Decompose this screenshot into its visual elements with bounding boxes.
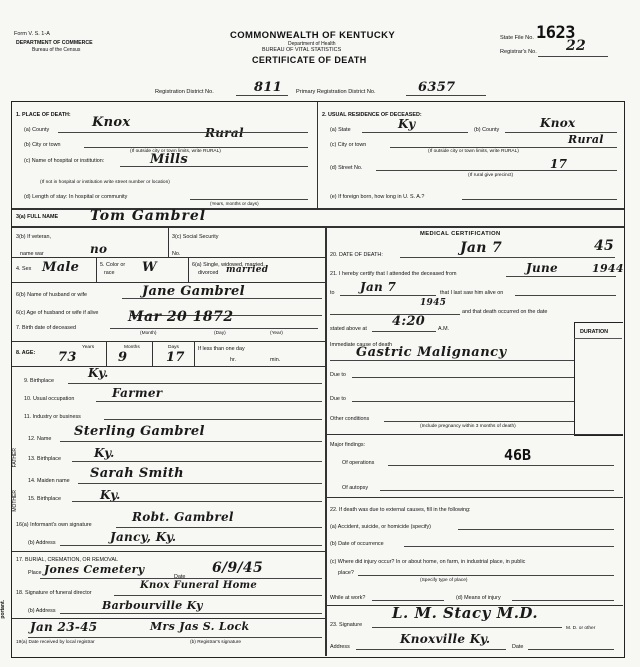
medical-cert-title: MEDICAL CERTIFICATION <box>420 231 501 237</box>
while-work-underline <box>372 600 444 601</box>
marital-label: 6(a) Single, widowed, married, <box>192 262 265 268</box>
mother-vertical-label: MOTHER <box>12 490 18 512</box>
mother-bp-label: 15. Birthplace <box>28 496 61 502</box>
funeral-label: 18. Signature of funeral director <box>16 590 92 596</box>
registrar-underline <box>538 56 608 57</box>
color-label2: race <box>104 270 115 276</box>
commonwealth-title: COMMONWEALTH OF KENTUCKY <box>230 30 396 41</box>
veteran-value: no <box>90 242 108 256</box>
industry-underline <box>104 419 322 420</box>
operations-underline <box>388 465 614 466</box>
age-label: 8. AGE: <box>16 350 36 356</box>
due-to-underline-2 <box>352 401 574 402</box>
reg-district-underline <box>236 95 288 96</box>
funeral-addr-underline <box>60 613 322 614</box>
age-divider-1 <box>106 342 107 366</box>
margin-text: portant. <box>0 600 6 619</box>
where-label2: place? <box>338 570 354 576</box>
where-label: (c) Where did injury occur? In or about home, on farm, in industrial place, in public <box>330 559 526 565</box>
veteran-label: 3(b) If veteran, <box>16 234 52 240</box>
age-divider-2 <box>152 342 153 366</box>
father-name-underline <box>60 441 322 442</box>
res-street-underline <box>376 170 617 171</box>
row-divider-3 <box>12 341 325 342</box>
industry-label: 11. Industry or business <box>24 414 81 420</box>
occupation-label: 10. Usual occupation <box>24 396 75 402</box>
funeral-addr-label: (b) Address <box>28 608 56 614</box>
right-divider-1 <box>326 434 623 435</box>
hospital-value: Mills <box>150 152 189 167</box>
father-bp-label: 13. Birthplace <box>28 456 61 462</box>
sex-label: 4. Sex <box>16 266 32 272</box>
duration-box <box>574 322 623 436</box>
occupation-value: Farmer <box>112 386 163 400</box>
primary-reg-label: Primary Registration District No. <box>296 89 376 95</box>
burial-underline <box>40 578 322 579</box>
date-received-label: 19(a) Date received by local registrar <box>16 640 95 645</box>
spouse-age-label: 6(c) Age of husband or wife if alive <box>16 310 99 316</box>
registrar-value: 22 <box>566 38 587 54</box>
sex-divider <box>96 257 97 282</box>
certify-label: 21. I hereby certify that I attended the deceased from <box>330 271 457 277</box>
sig-address-value: Knoxville Ky. <box>400 632 491 646</box>
registrar-sig-label: (b) Registrar's signature <box>190 640 242 645</box>
birth-day: (Day) <box>214 331 226 336</box>
where-underline <box>358 575 614 576</box>
certify-underline-3 <box>515 295 616 296</box>
stated-above-value: 4:20 <box>392 314 426 329</box>
certify-from: June <box>526 261 558 275</box>
certify-underline-2 <box>340 295 436 296</box>
means-label: (d) Means of injury <box>456 595 501 601</box>
marital-value: married <box>226 265 269 275</box>
other-cond-underline <box>384 421 574 422</box>
marital-label2: divorced <box>198 270 219 276</box>
signature-label: 23. Signature <box>330 622 363 628</box>
full-name-label: 3(a) FULL NAME <box>16 214 59 220</box>
registrar-label: Registrar's No. <box>500 49 537 55</box>
sig-address-underline <box>356 649 506 650</box>
place-of-death-label: 1. PLACE OF DEATH: <box>16 112 71 118</box>
state-file-label: State File No. <box>500 35 534 41</box>
mother-name-label: 14. Maiden name <box>28 478 70 484</box>
state-file-value: 1623 <box>536 23 575 43</box>
date-occ-underline <box>404 546 614 547</box>
mother-bp-value: Ky. <box>100 488 121 502</box>
burial-date-label: Date <box>174 574 186 580</box>
accident-label: (a) Accident, suicide, or homicide (specify) <box>330 524 431 530</box>
county-label: (a) County <box>24 127 50 133</box>
months-value: 9 <box>118 350 128 365</box>
father-bp-value: Ky. <box>94 446 115 460</box>
less-day-min: min. <box>270 357 281 363</box>
signature-value: L. M. Stacy M.D. <box>392 604 539 622</box>
certify-to-value: Jan 7 <box>360 280 397 294</box>
immediate-value: Gastric Malignancy <box>356 345 507 360</box>
months-label: Months <box>124 345 140 350</box>
informant-address-label: (b) Address <box>28 540 56 546</box>
mother-name-underline <box>78 483 322 484</box>
res-state-underline <box>362 132 468 133</box>
bureau-vital: BUREAU OF VITAL STATISTICS <box>262 47 342 53</box>
stay-label: (d) Length of stay: In hospital or community <box>24 194 128 200</box>
foreign-underline <box>462 199 617 200</box>
informant-address-underline <box>60 545 322 546</box>
bureau-census: Bureau of the Census <box>32 47 81 53</box>
county-underline <box>58 132 308 133</box>
res-state-label: (a) State <box>330 127 351 133</box>
autopsy-label: Of autopsy <box>342 485 369 491</box>
date-death-year: 45 <box>594 238 615 254</box>
burial-place-value: Jones Cemetery <box>44 563 145 576</box>
major-label: Major findings: <box>330 442 366 448</box>
birthplace-value: Ky. <box>88 366 109 380</box>
primary-reg-underline <box>406 95 486 96</box>
birth-year: (Year) <box>270 331 283 336</box>
date-received-value: Jan 23-45 <box>30 620 98 634</box>
birth-underline <box>110 328 318 329</box>
mother-bp-underline <box>72 501 322 502</box>
occupation-underline <box>96 401 322 402</box>
primary-reg-value: 6357 <box>418 80 456 95</box>
mother-name-value: Sarah Smith <box>90 466 184 481</box>
hospital-underline <box>120 166 308 167</box>
father-bp-underline <box>72 461 322 462</box>
row-divider-5 <box>12 551 325 552</box>
duration-header-line <box>574 338 622 339</box>
hospital-note: (If not in hospital or institution write street number or location) <box>40 180 170 185</box>
county-value-rural: Rural <box>205 126 244 140</box>
res-street-note: (If rural give precinct) <box>468 173 514 178</box>
stated-ampm: A.M. <box>438 326 450 332</box>
dept-health: Department of Health <box>288 41 336 47</box>
divider-name-bottom <box>12 226 624 228</box>
city-underline <box>84 147 308 148</box>
years-value: 73 <box>58 350 77 365</box>
certificate-title: CERTIFICATE OF DEATH <box>252 55 367 65</box>
where-note: (Specify type of place) <box>420 578 468 583</box>
ss-label2: No. <box>172 251 181 257</box>
due-to-label2: Due to <box>330 396 346 402</box>
less-day-label: If less than one day <box>198 346 245 352</box>
age-divider-3 <box>194 342 195 366</box>
form-number: Form V. S. 1-A <box>14 31 50 37</box>
external-label: 22. If death was due to external causes, fill in the following: <box>330 507 471 513</box>
usual-res-label: 2. USUAL RESIDENCE OF DECEASED: <box>322 112 422 118</box>
veteran-label2: name war <box>20 251 44 257</box>
registrar-underline-bottom <box>28 637 322 638</box>
burial-place-label: Place <box>28 570 42 576</box>
county-value: Knox <box>92 115 131 130</box>
signature-underline <box>372 627 562 628</box>
funeral-addr-value: Barbourville Ky <box>102 599 203 612</box>
means-underline <box>512 600 614 601</box>
sig-address-label: Address <box>330 644 350 650</box>
row-divider-2 <box>12 282 325 283</box>
informant-label: 16(a) Informant's own signature <box>16 522 92 528</box>
full-name-value: Tom Gambrel <box>90 208 207 224</box>
certify-to-label: to <box>330 290 335 296</box>
date-death-underline <box>400 257 615 258</box>
due-to-label: Due to <box>330 372 346 378</box>
res-city-value: Rural <box>568 133 604 146</box>
accident-underline <box>458 529 614 530</box>
burial-date-value: 6/9/45 <box>212 560 263 576</box>
birth-label: 7. Birth date of deceased <box>16 325 76 331</box>
color-value: W <box>142 260 157 275</box>
birthplace-label: 9. Birthplace <box>24 378 54 384</box>
certify-last2: and that death occurred on the date <box>462 309 548 315</box>
certify-year: 1944 <box>592 262 624 275</box>
informant-underline <box>116 527 322 528</box>
less-day-hr: hr. <box>230 357 236 363</box>
stay-underline <box>190 199 308 200</box>
color-label: 5. Color or <box>100 262 126 268</box>
divider-main-vertical <box>325 227 327 656</box>
res-street-label: (d) Street No. <box>330 165 363 171</box>
city-label: (b) City or town <box>24 142 61 148</box>
sig-date-label: Date <box>512 644 524 650</box>
spouse-value: Jane Gambrel <box>142 284 245 299</box>
father-vertical-label: FATHER <box>12 448 18 468</box>
date-occ-label: (b) Date of occurrence <box>330 541 384 547</box>
res-city-label: (c) City or town <box>330 142 367 148</box>
stated-above-label: stated above at <box>330 326 367 332</box>
city-note: (If outside city or town limits, write RURAL) <box>130 149 221 154</box>
funeral-value: Knox Funeral Home <box>140 580 258 591</box>
spouse-label: 6(b) Name of husband or wife <box>16 292 88 298</box>
duration-label: DURATION <box>580 329 609 335</box>
other-cond-label: Other conditions <box>330 416 370 422</box>
veteran-divider <box>168 227 169 257</box>
res-city-underline <box>390 147 617 148</box>
immediate-label: Immediate cause of death <box>330 342 393 348</box>
divider-top-vertical <box>317 102 318 209</box>
res-county-label: (b) County <box>474 127 500 133</box>
birthplace-underline <box>68 383 322 384</box>
ss-label: 3(c) Social Security <box>172 234 219 240</box>
row-divider-6 <box>12 618 325 619</box>
informant-address-value: Jancy, Ky. <box>110 530 177 544</box>
sex-value: Male <box>42 260 80 275</box>
res-state-value: Ky <box>398 117 416 131</box>
operations-label: Of operations <box>342 460 375 466</box>
certify-underline-1 <box>506 276 616 277</box>
days-label: Days <box>168 345 179 350</box>
row-divider-4 <box>12 366 325 367</box>
certify-last-value: 1945 <box>420 298 447 308</box>
burial-label: 17. BURIAL, CREMATION, OR REMOVAL <box>16 557 118 563</box>
right-divider-2 <box>326 497 623 498</box>
color-divider <box>188 257 189 282</box>
sig-date-underline <box>528 649 614 650</box>
informant-value: Robt. Gambrel <box>132 510 234 524</box>
father-name-value: Sterling Gambrel <box>74 424 205 439</box>
other-cond-note: (Include pregnancy within 3 months of death) <box>420 424 516 429</box>
date-death-label: 20. DATE OF DEATH: <box>330 252 383 258</box>
res-county-value: Knox <box>540 116 576 130</box>
funeral-underline <box>114 595 322 596</box>
stay-note: (Years, months or days) <box>210 201 259 206</box>
reg-district-label: Registration District No. <box>155 89 214 95</box>
while-work-label: While at work? <box>330 595 366 601</box>
autopsy-underline <box>380 490 614 491</box>
operations-value: 46B <box>504 446 532 464</box>
days-value: 17 <box>166 350 185 365</box>
registrar-sig-value: Mrs Jas S. Lock <box>150 620 250 633</box>
foreign-label: (e) If foreign born, how long in U. S. A.? <box>330 194 425 200</box>
certify-last-label: that I last saw him alive on <box>440 290 504 296</box>
spouse-underline <box>122 298 322 299</box>
row-divider-1 <box>12 257 325 258</box>
hospital-label: (c) Name of hospital or institution: <box>24 158 105 164</box>
stated-underline <box>372 331 436 332</box>
immediate-underline <box>330 360 574 361</box>
date-death-value: Jan 7 <box>460 240 502 256</box>
department: DEPARTMENT OF COMMERCE <box>16 40 93 46</box>
md-label: M. D. or other <box>566 626 596 631</box>
years-label: Years <box>82 345 95 350</box>
birth-month: (Month) <box>140 331 157 336</box>
reg-district-value: 811 <box>254 80 283 95</box>
res-street-value: 17 <box>550 157 568 171</box>
birth-value: Mar 20 1872 <box>128 309 234 325</box>
res-city-note: (If outside city or town limits, write RURAL) <box>428 149 519 154</box>
father-name-label: 12. Name <box>28 436 52 442</box>
due-to-underline <box>352 377 574 378</box>
